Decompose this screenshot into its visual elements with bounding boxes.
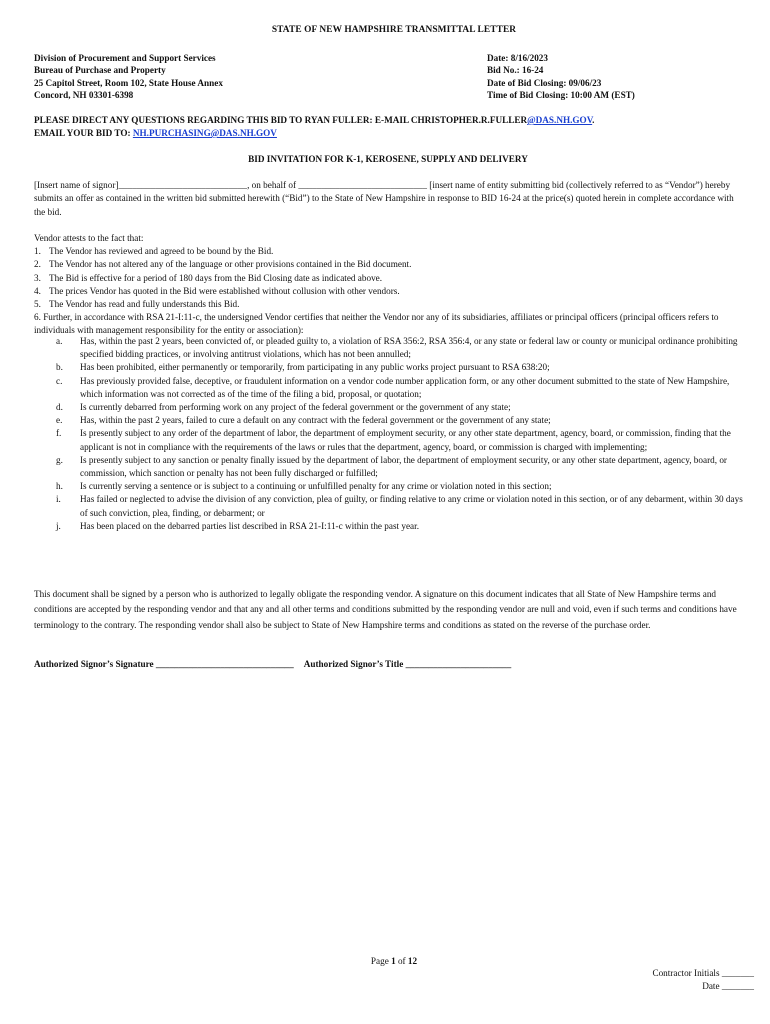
sub-letter: a. [56, 336, 63, 346]
sub-item [34, 493, 746, 519]
agency-line: 25 Capitol Street, Room 102, State House Annex [34, 77, 223, 88]
sub-item [34, 361, 746, 374]
signature-field[interactable]: Authorized Signor’s Signature ______________________________ [34, 659, 294, 669]
sub-letter: c. [56, 375, 63, 386]
sub-list [34, 335, 746, 533]
sub-letter: e. [56, 415, 63, 426]
document-title: STATE OF NEW HAMPSHIRE TRANSMITTAL LETTER [271, 25, 517, 35]
list-item [34, 272, 746, 285]
sub-text: Is presently subject to any order of the department of labor, the department of employment security, or any other state department, agency, board, or commission, finding that the applicant is not in compliance with the requirements of the laws or rules that the department, agency, board, or commission is charged with implementing; [80, 428, 731, 452]
sub-text: Is presently subject to any sanction or penalty finally issued by the department of labor, the department of employment security, or any other state department, agency, board, or commission, which sanction or penalty has not been fully discharged or fulfilled; [80, 454, 727, 479]
questions-period: . [592, 115, 595, 125]
agency-line: Concord, NH 03301-6398 [34, 90, 134, 101]
list-item [34, 258, 746, 271]
bid-number: Bid No.: 16-24 [487, 65, 544, 76]
initials-date-field[interactable]: Date _______ [702, 981, 754, 991]
sub-text: Is currently debarred from performing work on any project of the federal government or the government of any state; [80, 402, 511, 413]
sub-letter: j. [56, 520, 61, 531]
list-item [34, 285, 746, 298]
contractor-initials-block [652, 967, 754, 993]
list-number: 2. [34, 259, 41, 270]
sub-letter: h. [56, 481, 63, 492]
list-text: The Vendor has read and fully understands this Bid. [49, 299, 240, 310]
sub-item [34, 335, 746, 361]
agency-line: Bureau of Purchase and Property [34, 65, 166, 76]
sub-item [34, 454, 746, 480]
sub-text: Has previously provided false, deceptive, or fraudulent information on a vendor code number application form, or any other document submitted to the state of New Hampshire, which information was not corrected as of the time of the filing a bid, proposal, or quotation; [80, 375, 730, 399]
page-current: 1 [391, 956, 396, 966]
bid-invitation-heading: BID INVITATION FOR K-1, KEROSENE, SUPPLY AND DELIVERY [248, 154, 528, 164]
contact-block [34, 114, 744, 140]
page-prefix: Page [370, 956, 392, 966]
page-of: of [395, 956, 408, 966]
questions-line [34, 114, 744, 127]
list-item-6: 6. Further, in accordance with RSA 21-I:11-c, the undersigned Vendor certifies that neither the Vendor nor any of its subsidiaries, affiliates or principal officers (principal officers refers to individuals with management responsibility for the entity or association): [34, 312, 719, 336]
sub-item [34, 401, 746, 414]
sub-item [34, 427, 746, 453]
contractor-initials-field[interactable]: Contractor Initials _______ [652, 968, 754, 978]
sub-text: Has, within the past 2 years, been convicted of, or pleaded guilty to, a violation of RSA 356:2, RSA 356:4, or any state or federal law or county or municipal ordinance prohibiting specified bidding practices, or involving antitrust violations, which has not been annulled; [80, 336, 738, 360]
sub-text: Has, within the past 2 years, failed to cure a default on any contract with the federal government or the government of any state; [80, 415, 551, 426]
list-number: 4. [34, 285, 41, 296]
bid-closing-date: Date of Bid Closing: 09/06/23 [487, 77, 602, 88]
contact-email-link[interactable]: @DAS.NH.GOV [527, 115, 593, 125]
sub-letter: f. [56, 428, 62, 439]
submission-email-link[interactable]: NH.PURCHASING@DAS.NH.GOV [132, 128, 277, 138]
sub-item [34, 480, 746, 493]
agency-line: Division of Procurement and Support Services [34, 53, 216, 63]
list-text: The Bid is effective for a period of 180 days from the Bid Closing date as indicated above. [49, 272, 383, 283]
list-text: The Vendor has not altered any of the language or other provisions contained in the Bid document. [49, 259, 412, 270]
bid-closing-time: Time of Bid Closing: 10:00 AM (EST) [487, 90, 635, 101]
list-item [34, 298, 746, 311]
page-total: 12 [407, 956, 418, 966]
sub-text: Has failed or neglected to advise the division of any conviction, plea of guilty, or finding relative to any crime or violation noted in this section, or of any debarment, within 30 days of such conviction, plea, finding, or debarment; or [80, 494, 743, 518]
sub-text: Has been placed on the debarred parties list described in RSA 21-I:11-c within the past year. [80, 520, 419, 531]
list-number: 1. [34, 246, 41, 257]
submission-text: EMAIL YOUR BID TO: [34, 128, 133, 138]
bid-date: Date: 8/16/2023 [487, 53, 548, 63]
sub-item [34, 520, 746, 533]
list-number: 3. [34, 272, 41, 283]
sub-text: Has been prohibited, either permanently or temporarily, from participating in any public works project pursuant to RSA 638:20; [80, 362, 550, 373]
sub-letter: g. [56, 454, 63, 465]
agency-address-block [34, 52, 223, 102]
attestation-list [34, 232, 746, 338]
list-item [34, 245, 746, 258]
submission-line [34, 127, 744, 140]
list-number: 5. [34, 299, 41, 310]
closing-paragraph: This document shall be signed by a person who is authorized to legally obligate the responding vendor. A signature on this document indicates that all State of New Hampshire terms and conditions are accepted by the responding vendor and that any and all other terms and conditions submitted by the responding vendor are null and void, even if such terms and conditions have terminology to the contrary. The responding vendor shall also be subject to State of New Hampshire terms and conditions as stated on the reverse of the purchase order. [34, 589, 737, 630]
signature-line [34, 659, 511, 669]
sub-item [34, 375, 746, 401]
list-text: The prices Vendor has quoted in the Bid were established without collusion with other vendors. [49, 285, 400, 296]
page-number [0, 956, 770, 966]
bid-info-block [487, 52, 635, 102]
sub-letter: b. [56, 362, 63, 373]
questions-text: PLEASE DIRECT ANY QUESTIONS REGARDING THIS BID TO RYAN FULLER: E-MAIL CHRISTOPHER.R.FULLER [34, 115, 528, 125]
sub-text: Is currently serving a sentence or is subject to a continuing or unfulfilled penalty for any crime or violation noted in this section; [80, 481, 552, 492]
signor-title-field[interactable]: Authorized Signor’s Title _______________________ [303, 659, 512, 669]
sub-letter: d. [56, 402, 63, 413]
sub-letter: i. [56, 494, 61, 505]
intro-paragraph: [Insert name of signor]____________________________, on behalf of ____________________________ [insert name of entity submitting bid (collectively referred to as “Vendor”) hereby submits an offer as contained in the written bid submitted herewith (“Bid”) to the State of New Hampshire in response to BID 16-24 at the price(s) quoted herein in complete accordance with the bid. [34, 180, 734, 217]
attestation-heading: Vendor attests to the fact that: [34, 233, 144, 243]
list-text: The Vendor has reviewed and agreed to be bound by the Bid. [49, 246, 274, 257]
sub-item [34, 414, 746, 427]
